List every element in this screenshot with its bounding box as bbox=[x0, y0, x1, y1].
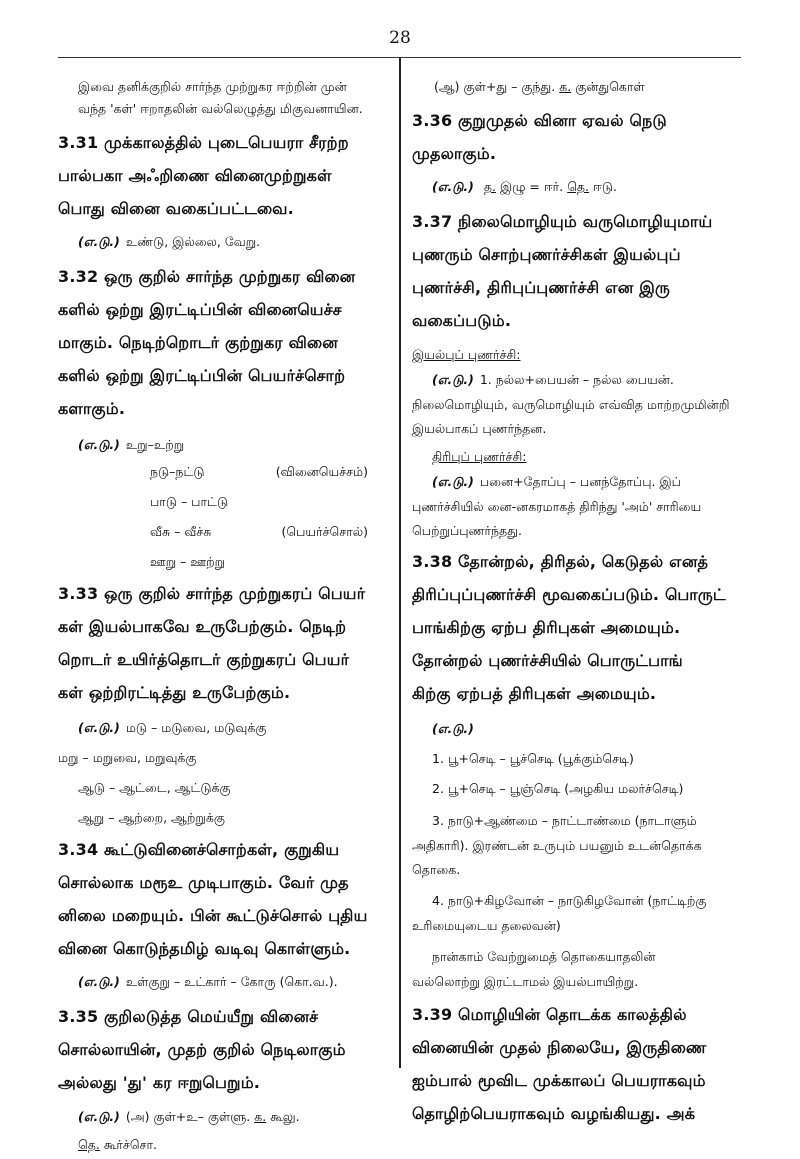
rule-3-38 bbox=[412, 545, 742, 710]
rule-line: றொடர் உயிர்த்தொடர் குற்றுகரப் பெயர் bbox=[58, 650, 350, 669]
example-text: ஆடு – ஆட்டை, ஆட்டுக்கு bbox=[78, 780, 231, 795]
rule-line: வகைப்படும். bbox=[412, 311, 512, 330]
rule-line: தொழிற்பெயராகவும் வழங்கியது. அக் bbox=[412, 1104, 696, 1123]
example-text: பனை+தோப்பு – பனந்தோப்பு. இப் bbox=[479, 474, 681, 489]
rule-3-35 bbox=[58, 1000, 390, 1099]
rule-line: அல்லது 'து' கர ஈறுபெறும். bbox=[58, 1073, 261, 1092]
rule-line: கள் ஒற்றிரட்டித்து உருபேற்கும். bbox=[58, 683, 291, 702]
example-marker: (எ.டு.) bbox=[78, 437, 120, 452]
example-3-37-a bbox=[412, 367, 742, 441]
rule-line: 3.31 முக்காலத்தில் புடைபெயரா சீரற்ற bbox=[58, 133, 349, 152]
example-3-33 bbox=[58, 713, 390, 833]
example-text: (ஆ) குள்+து – குந்து. bbox=[434, 79, 556, 94]
example-3-36 bbox=[412, 174, 742, 199]
example-marker: (எ.டு.) bbox=[432, 721, 474, 736]
example-note: (வினையெச்சம்) bbox=[275, 464, 368, 479]
example-text: புணர்ச்சியில் னை-னகரமாகத் திரிந்து 'அம்' சாரியை bbox=[412, 499, 702, 514]
language-abbrev: த. bbox=[483, 179, 496, 194]
example-marker: (எ.டு.) bbox=[432, 474, 474, 489]
rule-line: புணரும் சொற்புணர்ச்சிகள் இயல்புப் bbox=[412, 245, 681, 264]
example-marker: (எ.டு.) bbox=[78, 974, 120, 989]
rule-line: 3.36 குறுமுதல் வினா ஏவல் நெடு bbox=[412, 111, 667, 130]
language-abbrev: க. bbox=[559, 79, 572, 94]
example-marker: (எ.டு.) bbox=[432, 372, 474, 387]
rule-3-37 bbox=[412, 205, 742, 337]
language-abbrev: க. bbox=[254, 1109, 267, 1124]
rule-line: வினை கொடுந்தமிழ் வடிவு கொள்ளும். bbox=[58, 939, 351, 958]
example-item: 1. பூ+செடி – பூச்செடி (பூக்கும்செடி) bbox=[432, 751, 634, 766]
language-abbrev: தெ. bbox=[567, 179, 590, 194]
example-item: தொகை. bbox=[412, 862, 461, 877]
rule-line: 3.39 மொழியின் தொடக்க காலத்தில் bbox=[412, 1005, 687, 1024]
example-text: கூலு. bbox=[270, 1109, 300, 1124]
rule-line: பாங்கிற்கு ஏற்ப திரிபுகள் அமையும். bbox=[412, 618, 681, 637]
example-text: மறு – மறுவை, மறுவுக்கு bbox=[58, 750, 197, 765]
rule-line: புணர்ச்சி, திரிபுப்புணர்ச்சி என இரு bbox=[412, 278, 671, 297]
rule-line: 3.33 ஒரு குறில் சார்ந்த முற்றுகரப் பெயர் bbox=[58, 584, 366, 603]
example-text: ஆறு – ஆற்றை, ஆற்றுக்கு bbox=[78, 810, 225, 825]
example-text: வீசு – வீச்சு bbox=[150, 524, 212, 539]
column-divider bbox=[399, 58, 401, 1068]
example-item: 3. நாடு+ஆண்மை – நாட்டாண்மை (நாடாளும் bbox=[432, 813, 697, 828]
rule-3-31 bbox=[58, 126, 390, 225]
example-note: நான்காம் வேற்றுமைத் தொகையாதலின் bbox=[432, 949, 656, 964]
example-item: 2. பூ+செடி – பூஞ்செடி (அழகிய மலர்ச்செடி) bbox=[432, 781, 684, 796]
example-3-35 bbox=[58, 1103, 390, 1159]
rule-line: 3.32 ஒரு குறில் சார்ந்த முற்றுகர வினை bbox=[58, 267, 356, 286]
example-note: வல்லொற்று இரட்டாமல் இயல்பாயிற்று. bbox=[412, 974, 639, 989]
rule-line: 3.38 தோன்றல், திரிதல், கெடுதல் எனத் bbox=[412, 552, 709, 571]
rule-line: கள் இயல்பாகவே உருபேற்கும். நெடிற் bbox=[58, 617, 347, 636]
example-3-32 bbox=[58, 433, 390, 577]
example-text: மடு – மடுவை, மடுவுக்கு bbox=[125, 720, 267, 735]
example-text: உண்டு, இல்லை, வேறு. bbox=[125, 234, 261, 249]
rule-line: ஐம்பால் மூவிட முக்காலப் பெயராகவும் bbox=[412, 1071, 706, 1090]
rule-3-34 bbox=[58, 833, 390, 965]
rule-3-32 bbox=[58, 260, 390, 425]
intro-line: வந்த 'கள்' ஈறாதலின் வல்லெழுத்து மிகுவனாயின. bbox=[78, 101, 363, 116]
rule-line: கிற்கு ஏற்பத் திரிபுகள் அமையும். bbox=[412, 684, 657, 703]
example-marker: (எ.டு.) bbox=[432, 179, 474, 194]
rule-line: தோன்றல் புணர்ச்சியில் பொருட்பாங் bbox=[412, 651, 683, 670]
rule-line: 3.34 கூட்டுவினைச்சொற்கள், குறுகிய bbox=[58, 840, 340, 859]
example-text: இழு = ஈர். bbox=[499, 179, 564, 194]
rule-line: பால்பகா அஃறிணை வினைமுற்றுகள் bbox=[58, 166, 332, 185]
example-item: உரிமையுடைய தலைவன்) bbox=[412, 918, 561, 933]
left-column bbox=[58, 76, 390, 1159]
rule-line: மாகும். நெடிற்றொடர் குற்றுகர வினை bbox=[58, 333, 338, 352]
example-text: குன்துகொள் bbox=[575, 79, 645, 94]
example-text: உறு–உற்று bbox=[125, 437, 185, 452]
example-3-37-b bbox=[412, 469, 742, 543]
example-item: 4. நாடு+கிழவோன் – நாடுகிழவோன் (நாட்டிற்கு bbox=[432, 893, 707, 908]
page-number: 28 bbox=[389, 28, 411, 48]
example-text: ஊறு – ஊற்று bbox=[150, 554, 226, 569]
example-continuation bbox=[412, 76, 742, 98]
example-text: இயல்பாகப் புணர்ந்தன. bbox=[412, 421, 547, 436]
example-text: கூர்ச்சொ. bbox=[103, 1137, 157, 1152]
rule-3-36 bbox=[412, 104, 742, 170]
example-3-38 bbox=[412, 714, 742, 994]
subheading-natural-union: இயல்புப் புணர்ச்சி: bbox=[412, 347, 521, 362]
rule-line: திரிப்புப்புணர்ச்சி மூவகைப்படும். பொருட் bbox=[412, 585, 726, 604]
example-text: நிலைமொழியும், வருமொழியும் எவ்வித மாற்றமுமின்றி bbox=[412, 397, 730, 412]
right-column bbox=[412, 76, 742, 1130]
rule-3-39 bbox=[412, 998, 742, 1130]
rule-line: னிலை மறையும். பின் கூட்டுச்சொல் புதிய bbox=[58, 906, 368, 925]
example-text: ஈடு. bbox=[593, 179, 617, 194]
subheading-altered-union: திரிபுப் புணர்ச்சி: bbox=[432, 449, 527, 464]
example-3-34 bbox=[58, 969, 390, 994]
example-note: (பெயர்ச்சொல்) bbox=[281, 524, 368, 539]
example-text: (அ) குள்+உ– குள்ளு. bbox=[125, 1109, 251, 1124]
rule-line: சொல்லாயின், முதற் குறில் நெடிலாகும் bbox=[58, 1040, 346, 1059]
example-text: பாடு – பாட்டு bbox=[150, 494, 229, 509]
example-text: பெற்றுப்புணர்ந்தது. bbox=[412, 523, 523, 538]
example-marker: (எ.டு.) bbox=[78, 1109, 120, 1124]
rule-line: 3.37 நிலைமொழியும் வருமொழியுமாய் bbox=[412, 212, 713, 231]
rule-line: பொது வினை வகைப்பட்டவை. bbox=[58, 199, 294, 218]
example-text: 1. நல்ல+பையன் – நல்ல பையன். bbox=[479, 372, 674, 387]
example-marker: (எ.டு.) bbox=[78, 720, 120, 735]
rule-line: வினையின் முதல் நிலையே, இருதிணை bbox=[412, 1038, 707, 1057]
example-3-31 bbox=[58, 229, 390, 254]
rule-line: முதலாகும். bbox=[412, 144, 497, 163]
rule-line: களாகும். bbox=[58, 399, 126, 418]
rule-line: களில் ஒற்று இரட்டிப்பின் வினையெச்ச bbox=[58, 300, 342, 319]
example-item: அதிகாரி). இரண்டன் உருபும் பயனும் உடன்தொக்க bbox=[412, 838, 702, 853]
example-marker: (எ.டு.) bbox=[78, 234, 120, 249]
rule-line: சொல்லாக மரூஉ முடிபாகும். வேர் முத bbox=[58, 873, 349, 892]
example-text: உள்குறு – உட்கார் – கோரு (கொ.வ.). bbox=[125, 974, 338, 989]
intro-line: இவை தனிக்குறில் சார்ந்த முற்றுகர ஈற்றின் முன் bbox=[78, 79, 347, 94]
rule-3-33 bbox=[58, 577, 390, 709]
rule-line: 3.35 குறிலடுத்த மெய்யீறு வினைச் bbox=[58, 1007, 319, 1026]
rule-line: களில் ஒற்று இரட்டிப்பின் பெயர்ச்சொற் bbox=[58, 366, 346, 385]
example-text: நடு–நட்டு bbox=[150, 464, 205, 479]
language-abbrev: தெ. bbox=[78, 1137, 100, 1152]
